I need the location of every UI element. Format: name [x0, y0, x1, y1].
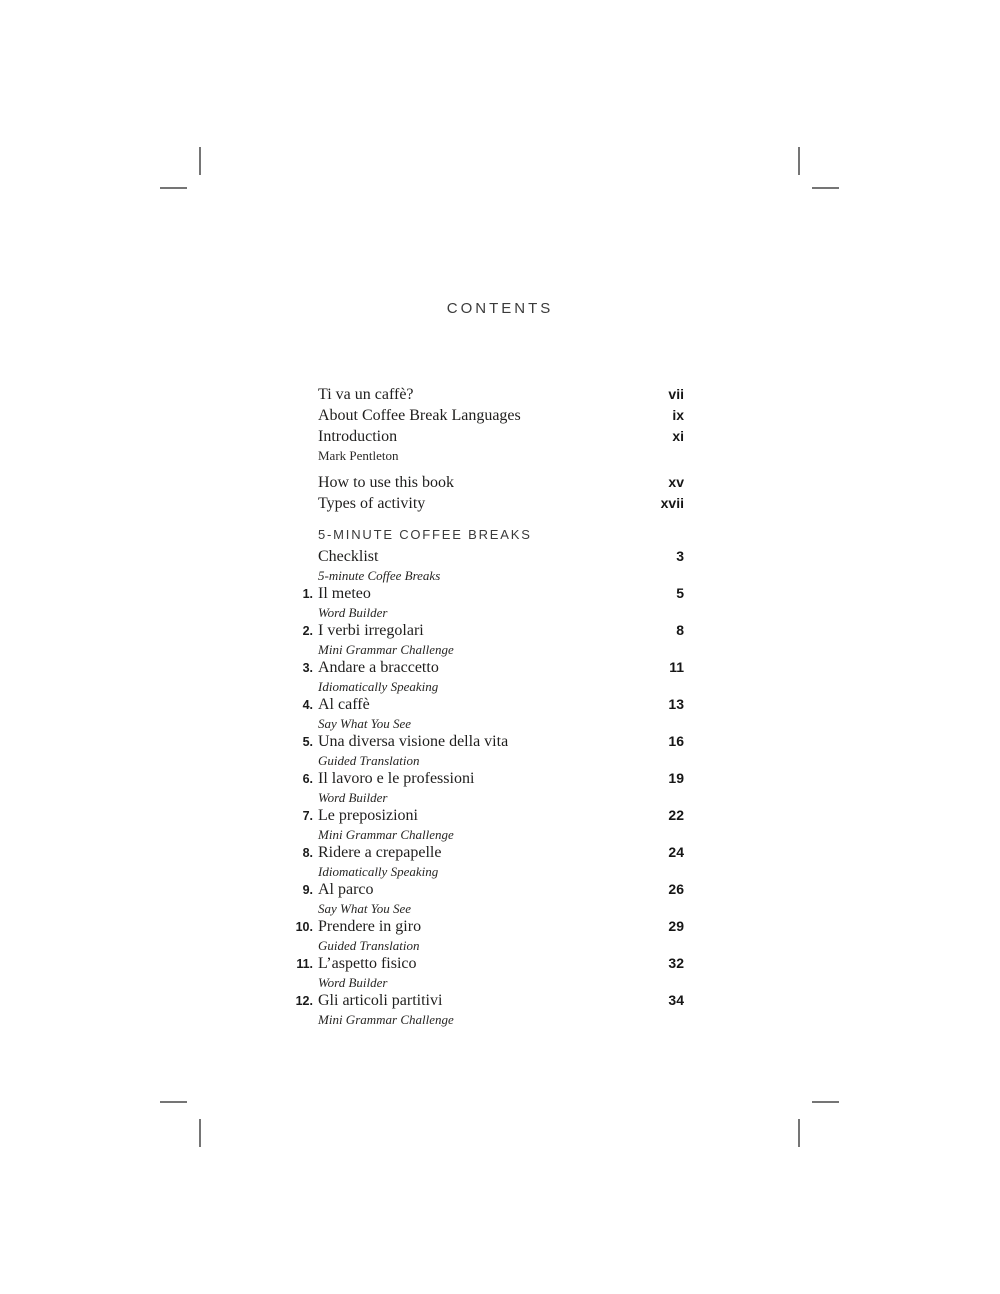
- entry-text: [318, 584, 387, 621]
- entry-title: Checklist: [318, 548, 379, 565]
- entry-text: [318, 917, 421, 954]
- entry-subtitle: 5-minute Coffee Breaks: [318, 568, 441, 583]
- entry-text: [318, 621, 454, 658]
- toc-entry: [302, 584, 684, 621]
- entry-number: 1.: [302, 587, 313, 601]
- toc-entry-list: [295, 547, 684, 1028]
- entry-page-number: 3: [676, 548, 684, 564]
- front-matter-text: [318, 405, 521, 426]
- front-matter-item: [318, 405, 684, 426]
- entry-subtitle: Mini Grammar Challenge: [318, 642, 454, 657]
- entry-title: Al caffè: [318, 696, 370, 713]
- entry-number: 7.: [302, 809, 313, 823]
- entry-page-number: 11: [669, 659, 684, 675]
- entry-page-number: 13: [668, 696, 684, 712]
- toc-entry: [302, 658, 684, 695]
- front-matter-list: [318, 384, 684, 514]
- entry-number: 9.: [302, 883, 313, 897]
- item-byline: Mark Pentleton: [318, 448, 399, 463]
- toc-entry: [296, 954, 684, 991]
- entry-title: Prendere in giro: [318, 918, 422, 935]
- item-page-number: ix: [672, 407, 684, 423]
- entry-page-number: 34: [668, 992, 684, 1008]
- entry-subtitle: Say What You See: [318, 716, 412, 731]
- crop-mark-top-right-horizontal: [812, 187, 839, 189]
- toc-section: [295, 524, 684, 1028]
- entry-title: Gli articoli partitivi: [318, 992, 443, 1009]
- entry-subtitle: Word Builder: [318, 605, 388, 620]
- entry-page-number: 8: [676, 622, 684, 638]
- entry-title: I verbi irregolari: [318, 622, 424, 639]
- entry-page-number: 22: [668, 807, 684, 823]
- entry-subtitle: Mini Grammar Challenge: [318, 827, 454, 842]
- entry-text: [318, 695, 411, 732]
- toc-entry: [302, 621, 684, 658]
- item-title: About Coffee Break Languages: [318, 407, 521, 424]
- front-matter-text: [318, 472, 454, 493]
- crop-mark-bottom-right-vertical: [798, 1119, 800, 1147]
- entry-text: [318, 843, 441, 880]
- front-matter-text: [318, 426, 399, 464]
- entry-page-number: 16: [668, 733, 684, 749]
- entry-subtitle: Guided Translation: [318, 753, 420, 768]
- front-matter-text: [318, 493, 425, 514]
- entry-text: [318, 769, 474, 806]
- crop-mark-top-left-vertical: [199, 147, 201, 175]
- front-matter-text: [318, 384, 414, 405]
- entry-subtitle: Guided Translation: [318, 938, 420, 953]
- entry-text: [318, 880, 411, 917]
- entry-number: 3.: [302, 661, 313, 675]
- item-title: How to use this book: [318, 474, 454, 491]
- entry-page-number: 32: [668, 955, 684, 971]
- toc-entry: [302, 732, 684, 769]
- item-page-number: xvii: [660, 495, 684, 511]
- toc-entry: [302, 880, 684, 917]
- front-matter-item: [318, 472, 684, 493]
- entry-text: [318, 991, 454, 1028]
- toc-entry: [318, 547, 684, 584]
- entry-number: 11.: [296, 957, 313, 971]
- toc-entry: [295, 917, 684, 954]
- entry-title: Andare a braccetto: [318, 659, 439, 676]
- section-header: 5-MINUTE COFFEE BREAKS: [318, 527, 532, 542]
- entry-subtitle: Idiomatically Speaking: [318, 864, 439, 879]
- item-page-number: xi: [672, 428, 684, 444]
- item-title: Introduction: [318, 428, 398, 445]
- entry-title: Il meteo: [318, 585, 371, 602]
- crop-mark-bottom-right-horizontal: [812, 1101, 839, 1103]
- crop-mark-bottom-left-vertical: [199, 1119, 201, 1147]
- crop-mark-top-right-vertical: [798, 147, 800, 175]
- entry-title: Al parco: [318, 881, 374, 898]
- entry-number: 6.: [302, 772, 313, 786]
- item-title: Types of activity: [318, 495, 426, 512]
- entry-number: 8.: [302, 846, 313, 860]
- front-matter-item: [318, 493, 684, 514]
- entry-page-number: 24: [668, 844, 684, 860]
- entry-page-number: 29: [668, 918, 684, 934]
- entry-text: [318, 954, 417, 991]
- entry-subtitle: Mini Grammar Challenge: [318, 1012, 454, 1027]
- entry-title: Ridere a crepapelle: [318, 844, 442, 861]
- entry-number: 5.: [302, 735, 313, 749]
- entry-subtitle: Idiomatically Speaking: [318, 679, 439, 694]
- entry-text: [318, 547, 440, 584]
- toc-entry: [302, 695, 684, 732]
- entry-subtitle: Word Builder: [318, 975, 388, 990]
- entry-subtitle: Word Builder: [318, 790, 388, 805]
- entry-number: 4.: [302, 698, 313, 712]
- entry-title: Le preposizioni: [318, 807, 418, 824]
- crop-mark-bottom-left-horizontal: [160, 1101, 187, 1103]
- page-title: CONTENTS: [446, 300, 554, 317]
- entry-page-number: 19: [668, 770, 684, 786]
- entry-title: Il lavoro e le professioni: [318, 770, 475, 787]
- entry-number: 12.: [295, 994, 313, 1008]
- entry-text: [318, 806, 454, 843]
- item-page-number: xv: [668, 474, 684, 490]
- entry-title: Una diversa visione della vita: [318, 733, 509, 750]
- entry-page-number: 5: [676, 585, 684, 601]
- entry-text: [318, 732, 508, 769]
- front-matter-item: [318, 426, 684, 464]
- front-matter-item: [318, 384, 684, 405]
- item-title: Ti va un caffè?: [318, 386, 414, 403]
- entry-page-number: 26: [668, 881, 684, 897]
- item-page-number: vii: [668, 386, 684, 402]
- toc-entry: [302, 806, 684, 843]
- toc-entry: [302, 843, 684, 880]
- entry-subtitle: Say What You See: [318, 901, 412, 916]
- toc-entry: [302, 769, 684, 806]
- entry-title: L’aspetto fisico: [318, 955, 417, 972]
- entry-number: 2.: [302, 624, 313, 638]
- entry-text: [318, 658, 439, 695]
- crop-mark-top-left-horizontal: [160, 187, 187, 189]
- entry-number: 10.: [295, 920, 313, 934]
- toc-entry: [295, 991, 684, 1028]
